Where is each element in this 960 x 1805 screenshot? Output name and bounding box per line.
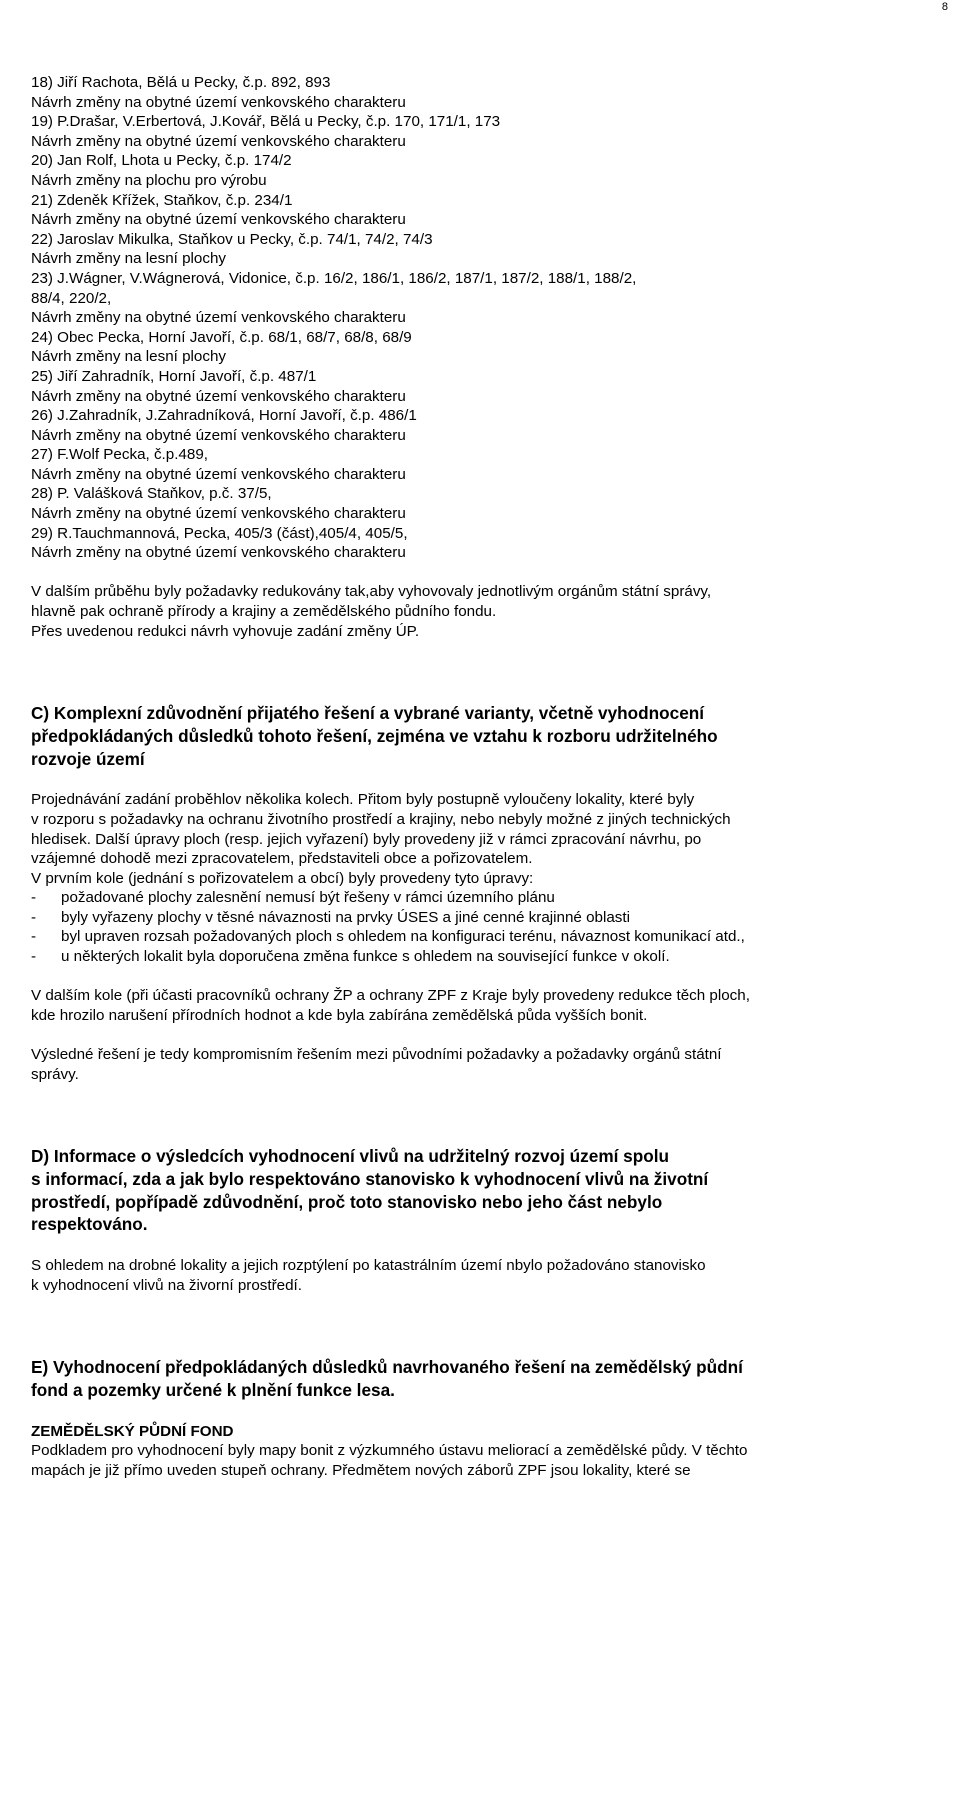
paragraph-line: Projednávání zadání proběhlov několika kolech. Přitom byly postupně vyloučeny lokality, které byly	[31, 791, 695, 809]
section-c-paragraph-3	[31, 1045, 931, 1084]
paragraph-line: Podkladem pro vyhodnocení byly mapy bonit z výzkumného ústavu meliorací a zemědělské půdy. V těchto	[31, 1442, 748, 1460]
list-item-text: byl upraven rozsah požadovaných ploch s ohledem na konfiguraci terénu, návaznost komunikací atd.,	[61, 928, 745, 946]
list-line: 23) J.Wágner, V.Wágnerová, Vidonice, č.p. 16/2, 186/1, 186/2, 187/1, 187/2, 188/1, 188/2,	[31, 269, 637, 287]
list-item	[31, 947, 931, 967]
list-line: Návrh změny na obytné území venkovského charakteru	[31, 544, 406, 562]
list-item	[31, 927, 931, 947]
heading-line: D) Informace o výsledcích vyhodnocení vlivů na udržitelný rozvoj území spolu	[31, 1146, 669, 1167]
document-body	[31, 73, 931, 1480]
section-c-paragraph-2	[31, 986, 931, 1025]
paragraph-line: V dalším kole (při účasti pracovníků ochrany ŽP a ochrany ZPF z Kraje byly provedeny redukce těch ploch,	[31, 987, 750, 1005]
list-line: Návrh změny na obytné území venkovského charakteru	[31, 505, 406, 523]
heading-line: respektováno.	[31, 1214, 148, 1235]
section-e-subheading: ZEMĚDĚLSKÝ PŮDNÍ FOND	[31, 1422, 234, 1440]
heading-line: rozvoje území	[31, 748, 145, 769]
list-line: 18) Jiří Rachota, Bělá u Pecky, č.p. 892, 893	[31, 74, 331, 91]
list-line: 19) P.Drašar, V.Erbertová, J.Kovář, Bělá u Pecky, č.p. 170, 171/1, 173	[31, 113, 501, 131]
heading-line: C) Komplexní zdůvodnění přijatého řešení a vybrané varianty, včetně vyhodnocení	[31, 703, 705, 724]
heading-line: prostředí, popřípadě zdůvodnění, proč toto stanovisko nebo jeho část nebylo	[31, 1191, 663, 1212]
list-item	[31, 908, 931, 928]
paragraph-line: Výsledné řešení je tedy kompromisním řešením mezi původními požadavky a požadavky orgánů státní	[31, 1046, 722, 1064]
list-line: 20) Jan Rolf, Lhota u Pecky, č.p. 174/2	[31, 152, 292, 170]
section-e-heading	[31, 1356, 931, 1401]
section-e-paragraph	[31, 1441, 931, 1480]
paragraph-line: v rozporu s požadavky na ochranu životního prostředí a krajiny, nebo nebyly možné z jiných technických	[31, 810, 731, 828]
list-line: Návrh změny na obytné území venkovského charakteru	[31, 387, 406, 405]
list-line: 28) P. Valášková Staňkov, p.č. 37/5,	[31, 485, 272, 503]
paragraph-line: hlavně pak ochraně přírody a krajiny a zemědělského půdního fondu.	[31, 603, 497, 621]
list-line: Návrh změny na obytné území venkovského charakteru	[31, 93, 406, 111]
bullet-dash: -	[31, 928, 37, 946]
paragraph-line: V dalším průběhu byly požadavky redukovány tak,aby vyhovovaly jednotlivým orgánům státní správy,	[31, 583, 712, 601]
list-line: 24) Obec Pecka, Horní Javoří, č.p. 68/1, 68/7, 68/8, 68/9	[31, 328, 412, 346]
list-line: Návrh změny na lesní plochy	[31, 348, 226, 366]
heading-line: s informací, zda a jak bylo respektováno stanovisko k vyhodnocení vlivů na životní	[31, 1168, 709, 1189]
list-line: Návrh změny na obytné území venkovského charakteru	[31, 132, 406, 150]
paragraph-line: vzájemné dohodě mezi zpracovatelem, představiteli obce a pořizovatelem.	[31, 850, 533, 868]
paragraph-line: hledisek. Další úpravy ploch (resp. jejich vyřazení) byly provedeny již v rámci zpracování návrhu, po	[31, 830, 702, 848]
list-line: 21) Zdeněk Křížek, Staňkov, č.p. 234/1	[31, 191, 293, 209]
heading-line: fond a pozemky určené k plnění funkce lesa.	[31, 1379, 395, 1400]
list-line: Návrh změny na obytné území venkovského charakteru	[31, 211, 406, 229]
list-item-text: u některých lokalit byla doporučena změna funkce s ohledem na související funkce v okolí.	[61, 948, 670, 966]
section-c-heading	[31, 702, 931, 770]
bullet-dash: -	[31, 948, 37, 966]
list-item	[31, 888, 931, 908]
bullet-dash: -	[31, 908, 37, 926]
section-e	[31, 1356, 931, 1480]
locality-list	[31, 73, 931, 563]
list-line: 29) R.Tauchmannová, Pecka, 405/3 (část),405/4, 405/5,	[31, 524, 408, 542]
list-line: 22) Jaroslav Mikulka, Staňkov u Pecky, č.p. 74/1, 74/2, 74/3	[31, 230, 433, 248]
paragraph-line: V prvním kole (jednání s pořizovatelem a obcí) byly provedeny tyto úpravy:	[31, 869, 534, 887]
bullet-dash: -	[31, 889, 37, 907]
list-line: Návrh změny na obytné území venkovského charakteru	[31, 426, 406, 444]
list-item-text: požadované plochy zalesnění nemusí být řešeny v rámci územního plánu	[61, 889, 555, 907]
paragraph-line: Přes uvedenou redukci návrh vyhovuje zadání změny ÚP.	[31, 622, 420, 640]
section-c	[31, 702, 931, 1084]
heading-line: E) Vyhodnocení předpokládaných důsledků navrhovaného řešení na zemědělský půdní	[31, 1357, 743, 1378]
list-line: Návrh změny na plochu pro výrobu	[31, 171, 267, 189]
list-line: Návrh změny na obytné území venkovského charakteru	[31, 465, 406, 483]
section-d-heading	[31, 1145, 931, 1236]
page-number: 8	[941, 1, 948, 13]
paragraph-line: kde hrozilo narušení přírodních hodnot a kde byla zabírána zemědělská půda vyšších bonit.	[31, 1006, 648, 1024]
list-line: Návrh změny na obytné území venkovského charakteru	[31, 309, 406, 327]
list-line: 88/4, 220/2,	[31, 289, 112, 307]
section-d-paragraph	[31, 1256, 931, 1295]
list-line: 27) F.Wolf Pecka, č.p.489,	[31, 446, 208, 464]
paragraph-line: S ohledem na drobné lokality a jejich rozptýlení po katastrálním území nbylo požadováno stanovisko	[31, 1257, 706, 1275]
reduction-paragraph	[31, 582, 931, 641]
heading-line: předpokládaných důsledků tohoto řešení, zejména ve vztahu k rozboru udržitelného	[31, 725, 718, 746]
paragraph-line: správy.	[31, 1065, 79, 1083]
paragraph-line: mapách je již přímo uveden stupeň ochrany. Předmětem nových záborů ZPF jsou lokality, které se	[31, 1461, 691, 1479]
list-line: Návrh změny na lesní plochy	[31, 250, 226, 268]
section-c-bullets	[31, 888, 931, 966]
list-line: 26) J.Zahradník, J.Zahradníková, Horní Javoří, č.p. 486/1	[31, 407, 417, 425]
paragraph-line: k vyhodnocení vlivů na živorní prostředí.	[31, 1276, 302, 1294]
section-c-paragraph-1	[31, 790, 931, 888]
list-line: 25) Jiří Zahradník, Horní Javoří, č.p. 487/1	[31, 367, 317, 385]
section-d	[31, 1145, 931, 1295]
list-item-text: byly vyřazeny plochy v těsné návaznosti na prvky ÚSES a jiné cenné krajinné oblasti	[61, 908, 630, 926]
